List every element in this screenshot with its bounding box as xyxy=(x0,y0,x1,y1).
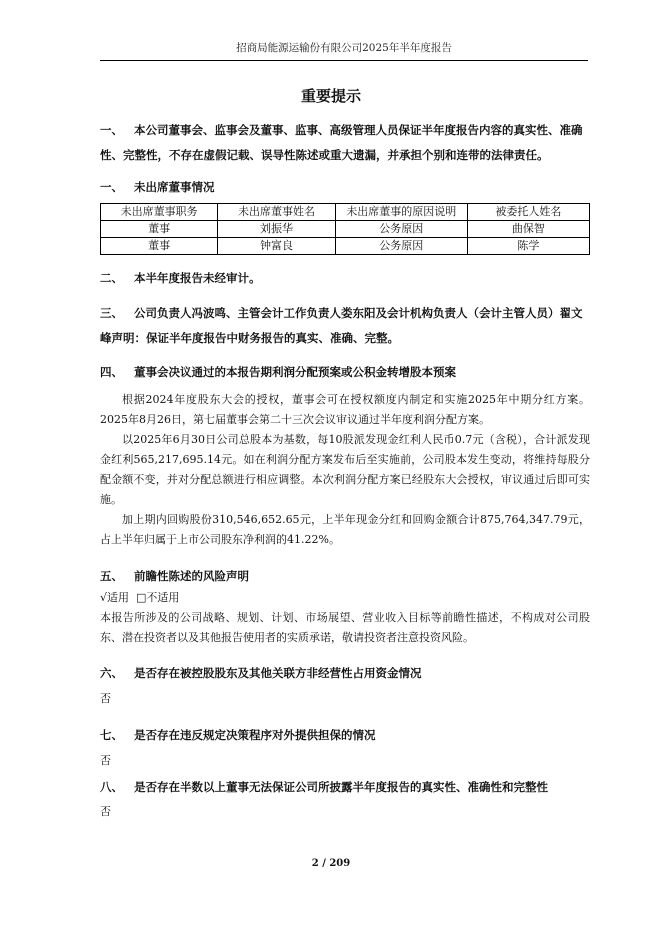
section-7-answer: 否 xyxy=(100,754,111,767)
table-header-cell: 被委托人姓名 xyxy=(467,204,589,221)
dividend-paragraph-2: 以2025年6月30日公司总股本为基数，每10股派发现金红利人民币0.7元（含税），合计派发现金红利565,217,695.14元。如在利润分配方案发布后至实施前，公司股本发生变动，将维持每股分配金额不变，并对分配总额进行相应调整。本次利润分配方案已经股东大会授权，审议通过后即可实施。 xyxy=(100,433,590,506)
section-4-title: 董事会决议通过的本报告期利润分配预案或公积金转增股本预案 xyxy=(134,365,456,379)
page-number: 2 / 209 xyxy=(311,858,351,869)
section-1-text: 本公司董事会、监事会及董事、监事、高级管理人员保证半年度报告内容的真实性、准确性、完整性，不存在虚假记载、误导性陈述或重大遗漏，并承担个别和连带的法律责任。 xyxy=(100,123,583,162)
section-5-heading xyxy=(100,566,590,586)
section-4-body xyxy=(100,390,590,550)
section-6-answer: 否 xyxy=(100,692,111,705)
section-2 xyxy=(100,268,590,288)
table-cell: 刘振华 xyxy=(218,221,335,238)
running-header: 招商局能源运输份有限公司2025年半年度报告 xyxy=(236,42,452,54)
section-4-number: 四、 xyxy=(100,365,123,379)
section-1 xyxy=(100,118,590,168)
table-cell: 公务原因 xyxy=(335,221,467,238)
section-3-text: 公司负责人冯波鸣、主管会计工作负责人娄东阳及会计机构负责人（会计主管人员）翟文峰声明：保证半年度报告中财务报告的真实、准确、完整。 xyxy=(100,306,583,345)
section-8-number: 八、 xyxy=(100,780,123,794)
table-header-row xyxy=(101,204,590,221)
section-4-heading xyxy=(100,362,590,382)
section-2-number: 二、 xyxy=(100,271,123,285)
section-1-number: 一、 xyxy=(100,123,123,137)
section-3-number: 三、 xyxy=(100,306,123,320)
section-1b-heading: 未出席董事情况 xyxy=(134,180,215,194)
table-header-cell: 未出席董事的原因说明 xyxy=(335,204,467,221)
header-rule xyxy=(100,60,588,61)
section-5-title: 前瞻性陈述的风险声明 xyxy=(134,569,249,583)
absent-directors-table xyxy=(100,203,590,255)
table-cell: 曲保智 xyxy=(467,221,589,238)
section-8-heading xyxy=(100,777,590,797)
table-cell: 董事 xyxy=(101,221,218,238)
section-8-answer: 否 xyxy=(100,805,111,818)
table-header-cell: 未出席董事职务 xyxy=(101,204,218,221)
section-1b-number: 一、 xyxy=(100,180,123,194)
section-7-heading xyxy=(100,725,590,745)
section-5-body xyxy=(100,588,590,648)
section-8-title: 是否存在半数以上董事无法保证公司所披露半年度报告的真实性、准确性和完整性 xyxy=(134,780,548,794)
section-2-text: 本半年度报告未经审计。 xyxy=(134,271,261,285)
applicability-options xyxy=(100,588,590,608)
table-cell: 董事 xyxy=(101,238,218,255)
section-5-number: 五、 xyxy=(100,569,123,583)
table-cell: 钟富良 xyxy=(218,238,335,255)
risk-statement: 本报告所涉及的公司战略、规划、计划、市场展望、营业收入目标等前瞻性描述，不构成对公司股东、潜在投资者以及其他报告使用者的实质承诺，敬请投资者注意投资风险。 xyxy=(100,611,590,644)
table-cell: 陈学 xyxy=(467,238,589,255)
section-7-number: 七、 xyxy=(100,728,123,742)
section-absent-directors xyxy=(100,177,590,197)
table-header-cell: 未出席董事姓名 xyxy=(218,204,335,221)
section-6-title: 是否存在被控股股东及其他关联方非经营性占用资金情况 xyxy=(134,666,422,680)
section-6-number: 六、 xyxy=(100,666,123,680)
applicable-checkbox: √适用 xyxy=(100,591,130,604)
table-row xyxy=(101,221,590,238)
dividend-paragraph-1: 根据2024年度股东大会的授权，董事会可在授权额度内制定和实施2025年中期分红方案。2025年8月26日，第七届董事会第二十三次会议审议通过半年度利润分配方案。 xyxy=(100,393,590,426)
section-6-heading xyxy=(100,663,590,683)
section-7-title: 是否存在违反规定决策程序对外提供担保的情况 xyxy=(134,728,376,742)
section-3 xyxy=(100,301,590,351)
page-title: 重要提示 xyxy=(300,87,361,105)
not-applicable-checkbox: □不适用 xyxy=(136,591,180,604)
table-row xyxy=(101,238,590,255)
table-cell: 公务原因 xyxy=(335,238,467,255)
dividend-paragraph-3: 加上期内回购股份310,546,652.65元，上半年现金分红和回购金额合计875,764,347.79元，占上半年归属于上市公司股东净利润的41.22%。 xyxy=(100,513,590,546)
